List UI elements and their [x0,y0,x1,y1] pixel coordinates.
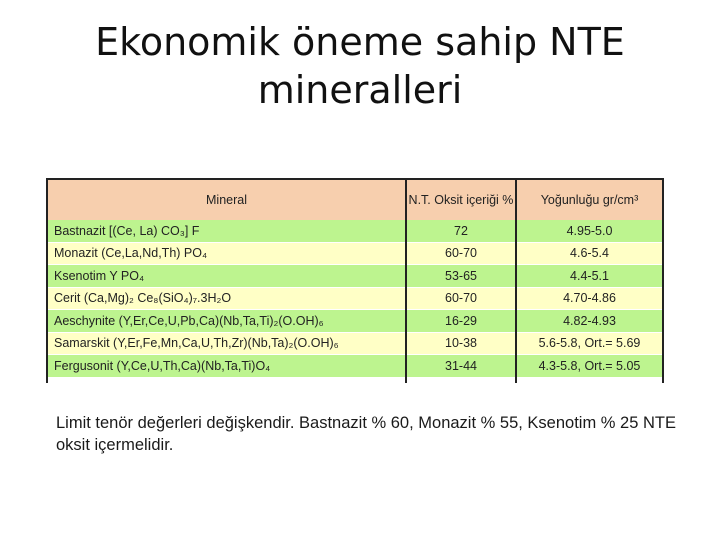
density-cell: 5.6-5.8, Ort.= 5.69 [516,332,663,355]
tail-cell [516,377,663,382]
table-row [47,287,663,310]
oxide-cell: 53-65 [406,265,516,288]
oxide-cell: 60-70 [406,242,516,265]
note-text: Limit tenör değerleri değişkendir. Bastnazit % 60, Monazit % 55, Ksenotim % 25 NTE oksit içermelidir. [56,414,676,454]
density-cell: 4.82-4.93 [516,310,663,333]
mineral-cell: Fergusonit (Y,Ce,U,Th,Ca)(Nb,Ta,Ti)O₄ [47,355,406,378]
table-row [47,355,663,378]
mineral-cell: Ksenotim Y PO₄ [47,265,406,288]
minerals-table [46,178,664,383]
table-row [47,332,663,355]
density-cell: 4.70-4.86 [516,287,663,310]
table-header-row [47,179,663,220]
table-row [47,242,663,265]
table-tail [47,377,663,382]
mineral-cell: Aeschynite (Y,Er,Ce,U,Pb,Ca)(Nb,Ta,Ti)₂(O.OH)₆ [47,310,406,333]
mineral-cell: Cerit (Ca,Mg)₂ Ce₈(SiO₄)₇.3H₂O [47,287,406,310]
oxide-cell: 72 [406,220,516,242]
density-cell: 4.6-5.4 [516,242,663,265]
density-cell: 4.4-5.1 [516,265,663,288]
header-density: Yoğunluğu gr/cm³ [516,179,663,220]
table-row [47,265,663,288]
table-row [47,310,663,333]
density-cell: 4.3-5.8, Ort.= 5.05 [516,355,663,378]
mineral-cell: Bastnazit [(Ce, La) CO₃] F [47,220,406,242]
table-row [47,220,663,242]
density-cell: 4.95-5.0 [516,220,663,242]
mineral-cell: Monazit (Ce,La,Nd,Th) PO₄ [47,242,406,265]
tail-cell [406,377,516,382]
oxide-cell: 16-29 [406,310,516,333]
oxide-cell: 31-44 [406,355,516,378]
mineral-cell: Samarskit (Y,Er,Fe,Mn,Ca,U,Th,Zr)(Nb,Ta)₂(O.OH)₆ [47,332,406,355]
oxide-cell: 10-38 [406,332,516,355]
header-mineral: Mineral [47,179,406,220]
header-oxide-content: N.T. Oksit içeriği % [406,179,516,220]
tail-cell [47,377,406,382]
slide-title: Ekonomik öneme sahip NTE mineralleri [95,20,625,112]
oxide-cell: 60-70 [406,287,516,310]
